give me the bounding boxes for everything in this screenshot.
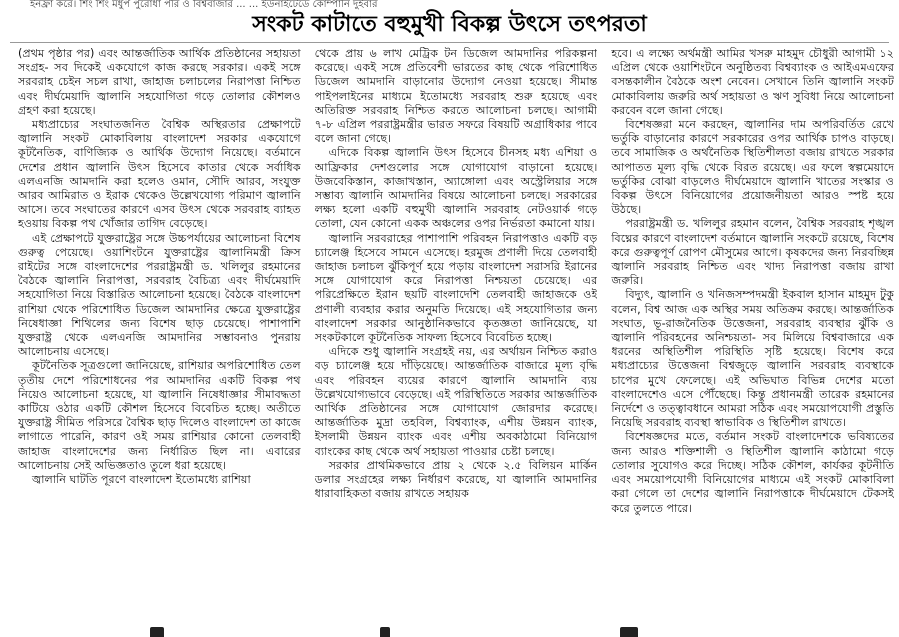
paragraph: এই প্রেক্ষাপটে যুক্তরাষ্ট্রের সঙ্গে উচ্চপর্যায়ের আলোচনা বিশেষ গুরুত্ব পেয়েছে। ওয়াশিংটনে যুক্তরাষ্ট্রের জ্বালানিমন্ত্রী ক্রিস রাইটের সঙ্গে বাংলাদেশের পররাষ্ট্রমন্ত্রী ড. খলিলুর রহমানের বৈঠকে জ্বালানি নিরাপত্তা, সরবরাহ বৈচিত্র্য এবং দীর্ঘমেয়াদি সহযোগিতা নিয়ে বিস্তারিত আলোচনা হয়েছে। বৈঠকে বাংলাদেশ রাশিয়া থেকে পরিশোধিত ডিজেল আমদানির ক্ষেত্রে যুক্তরাষ্ট্রের নিষেধাজ্ঞা শিথিলের জন্য বিশেষ ছাড় চেয়েছে। পাশাপাশি যুক্তরাষ্ট্র থেকে এলএনজি আমদানির সম্ভাবনাও পুনরায় আলোচনায় এসেছে।	[18, 231, 301, 359]
cut-glyph	[620, 627, 638, 637]
paragraph: জ্বালানি ঘাটতি পূরণে বাংলাদেশ ইতোমধ্যে রাশিয়া	[32, 473, 251, 487]
cut-glyph	[380, 627, 390, 637]
previous-article-fragment: ইনফ্রা করে। শিং শিং মধুপ পুরোধা পরি ও বিশ্ববাজার ... ... ইউনাইটেডে কোম্পানি দুইবার	[30, 0, 378, 10]
article-column-3	[611, 47, 894, 623]
article-column-1	[18, 47, 301, 623]
paragraph: এদিকে শুধু জ্বালানি সংগ্রহই নয়, এর অর্থায়ন নিশ্চিত করাও বড় চ্যালেঞ্জ হয়ে দাঁড়িয়েছে। আন্তর্জাতিক বাজারে মূল্য বৃদ্ধি এবং পরিবহন ব্যয়ের কারণে জ্বালানি আমদানি ব্যয় উল্লেখযোগ্যভাবে বেড়েছে। এই পরিস্থিতিতে সরকার আন্তর্জাতিক আর্থিক প্রতিষ্ঠানের সঙ্গে যোগাযোগ জোরদার করেছে। আন্তর্জাতিক মুদ্রা তহবিল, বিশ্বব্যাংক, এশীয় উন্নয়ন ব্যাংক, ইসলামী উন্নয়ন ব্যাংক এবং এশীয় অবকাঠামো বিনিয়োগ ব্যাংকের কাছ থেকে অর্থ সহায়তা পাওয়ার চেষ্টা চলছে।	[314, 345, 598, 458]
paragraph: বিদ্যুৎ, জ্বালানি ও খনিজসম্পদমন্ত্রী ইকবাল হাসান মাহমুদ টুকু বলেন, বিশ্ব আজ এক অস্থির সময় অতিক্রম করছে। আন্তর্জাতিক সংঘাত, ভূ-রাজনৈতিক উত্তেজনা, সরবরাহ ব্যবস্থার ঝুঁকি ও জ্বালানি পরিবহনের অনিশ্চয়তা- সব মিলিয়ে বিশ্ববাজারে এক ধরনের অস্থিতিশীল পরিস্থিতি সৃষ্টি হয়েছে। বিশেষ করে মধ্যপ্রাচ্যের উত্তেজনা বিশ্বজুড়ে জ্বালানি সরবরাহ ব্যবস্থাকে চাপের মুখে ফেলেছে। এই অভিঘাত বিভিন্ন দেশের মতো বাংলাদেশেও এসে পৌঁছেছে। কিন্তু প্রধানমন্ত্রী তারেক রহমানের নির্দেশে ও তত্ত্বাবধানে আমরা সঠিক এবং সময়োপযোগী প্রস্তুতি নিয়েছি সরবরাহ ব্যবস্থা স্বাভাবিক ও স্থিতিশীল রাখতে।	[611, 288, 895, 430]
article-headline: সংকট কাটাতে বহুমুখী বিকল্প উৎসে তৎপরতা	[252, 12, 647, 37]
paragraph: পররাষ্ট্রমন্ত্রী ড. খলিলুর রহমান বলেন, বৈশ্বিক সরবরাহ শৃঙ্খল বিঘ্নের কারণে বাংলাদেশ বর্তমানে জ্বালানি সংকটে রয়েছে, বিশেষ করে গুরুত্বপূর্ণ রোপণ মৌসুমের আগে। কৃষকদের জন্য নিরবচ্ছিন্ন জ্বালানি সরবরাহ নিশ্চিত এবং খাদ্য নিরাপত্তা বজায় রাখা জরুরি।	[611, 217, 895, 288]
paragraph: বিশেষজ্ঞরা মনে করছেন, জ্বালানির দাম অপরিবর্তিত রেখে ভর্তুকি বাড়ানোর কারণে সরকারের ওপর আর্থিক চাপও বাড়ছে। তবে সামাজিক ও অর্থনৈতিক স্থিতিশীলতা বজায় রাখতে সরকার আপাতত মূল্য বৃদ্ধি থেকে বিরত রয়েছে। এর ফলে স্বল্পমেয়াদে ভর্তুকির বোঝা বাড়লেও দীর্ঘমেয়াদে জ্বালানি খাতের সংস্কার ও বিকল্প উৎসে বিনিয়োগের প্রয়োজনীয়তা আরও স্পষ্ট হয়ে উঠছে।	[611, 118, 895, 217]
paragraph: বিশেষজ্ঞদের মতে, বর্তমান সংকট বাংলাদেশকে ভবিষ্যতের জন্য আরও শক্তিশালী ও স্থিতিশীল জ্বালানি কাঠামো গড়ে তোলার সুযোগও করে দিচ্ছে। সঠিক কৌশল, কার্যকর কূটনীতি এবং সময়োপযোগী বিনিয়োগের মাধ্যমে এই সংকট মোকাবিলা করা গেলে তা দেশের জ্বালানি নিরাপত্তাকে দীর্ঘমেয়াদে টেকসই করে তুলতে পারে।	[611, 430, 895, 515]
paragraph: এদিকে বিকল্প জ্বালানি উৎস হিসেবে চীনসহ মধ্য এশিয়া ও আফ্রিকার দেশগুলোর সঙ্গে যোগাযোগ বাড়ানো হয়েছে। উজবেকিস্তান, কাজাখস্তান, অ্যাঙ্গোলা এবং অস্ট্রেলিয়ার সঙ্গে সম্ভাব্য জ্বালানি আমদানির বিষয়ে আলোচনা চলছে। সরকারের লক্ষ্য হলো একটি বহুমুখী জ্বালানি সরবরাহ নেটওয়ার্ক গড়ে তোলা, যেন কোনো একক অঞ্চলের ওপর নির্ভরতা কমানো যায়।	[314, 146, 598, 231]
article-body	[18, 47, 894, 623]
paragraph: মধ্যপ্রাচ্যের সংঘাতজনিত বৈশ্বিক অস্থিরতার প্রেক্ষাপটে জ্বালানি সংকট মোকাবিলায় বাংলাদেশ সরকার একযোগে কূটনৈতিক, বাণিজ্যিক ও আর্থিক উদ্যোগ নিয়েছে। বর্তমানে দেশের প্রধান জ্বালানি উৎস হিসেবে কাতার থেকে সর্বাধিক এলএনজি আমদানি করা হলেও ওমান, সৌদি আরব, সংযুক্ত আরব আমিরাত ও ইরাক থেকেও উল্লেখযোগ্য পরিমাণ জ্বালানি আসে। তবে সংঘাতের কারণে এসব উৎস থেকে সরবরাহ ব্যাহত হওয়ায় বিকল্প পথ খোঁজার তাগিদ বেড়েছে।	[18, 118, 301, 231]
paragraph: সরকার প্রাথমিকভাবে প্রায় ২ থেকে ২.৫ বিলিয়ন মার্কিন ডলার সংগ্রহের লক্ষ্য নির্ধারণ করেছে, যা জ্বালানি আমদানির ধারাবাহিকতা বজায় রাখতে সহায়ক	[314, 458, 598, 501]
paragraph: হবে। এ লক্ষ্যে অর্থমন্ত্রী আমির খসরু মাহমুদ চৌধুরী আগামী ১২ এপ্রিল থেকে ওয়াশিংটনে অনুষ্ঠিতব্য বিশ্বব্যাংক ও আইএমএফের বসন্তকালীন বৈঠকে অংশ নেবেন। সেখানে তিনি জ্বালানি সংকট মোকাবিলায় জরুরি অর্থ সহায়তা ও ঋণ সুবিধা নিয়ে আলোচনা করবেন বলে জানা গেছে।	[611, 47, 895, 117]
paragraph: (প্রথম পৃষ্ঠার পর) এবং আন্তর্জাতিক আর্থিক প্রতিষ্ঠানের সহায়তা সংগ্রহ- সব দিকেই একযোগে কাজ করছে সরকার। একই সঙ্গে সরবরাহ চেইন সচল রাখা, জাহাজ চলাচলের নিরাপত্তা নিশ্চিত এবং দীর্ঘমেয়াদি জ্বালানি সহযোগিতা গড়ে তোলার কৌশলও গ্রহণ করা হয়েছে।	[18, 47, 301, 117]
cut-glyph	[150, 627, 164, 637]
paragraph: জ্বালানি সরবরাহের পাশাপাশি পরিবহন নিরাপত্তাও একটি বড় চ্যালেঞ্জ হিসেবে সামনে এসেছে। হরমুজ প্রণালী দিয়ে তেলবাহী জাহাজ চলাচল ঝুঁকিপূর্ণ হয়ে পড়ায় বাংলাদেশ সরাসরি ইরানের সঙ্গে যোগাযোগ করে নিরাপত্তা নিশ্চয়তা চেয়েছে। এর পরিপ্রেক্ষিতে ইরান ছয়টি বাংলাদেশি তেলবাহী জাহাজকে ওই প্রণালী ব্যবহার করার অনুমতি দিয়েছে। এই সহযোগিতার জন্য বাংলাদেশ সরকার আনুষ্ঠানিকভাবে কৃতজ্ঞতা জানিয়েছে, যা সংকটকালে কূটনৈতিক সাফল্য হিসেবে বিবেচিত হচ্ছে।	[314, 231, 598, 345]
paragraph: কূটনৈতিক সূত্রগুলো জানিয়েছে, রাশিয়ার অপরিশোধিত তেল তৃতীয় দেশে পরিশোধনের পর আমদানির একটি বিকল্প পথ নিয়েও আলোচনা হয়েছে, যা জ্বালানি নিষেধাজ্ঞার সীমাবদ্ধতা কাটিয়ে ওঠার একটি কৌশল হিসেবে বিবেচিত হচ্ছে। অতীতে যুক্তরাষ্ট্র সীমিত পরিসরে বৈশ্বিক ছাড় দিলেও বাংলাদেশ তা কাজে লাগাতে পারেনি, কারণ ওই সময় রাশিয়ার কোনো তেলবাহী জাহাজ বাংলাদেশের জন্য নির্ধারিত ছিল না। এবারের আলোচনায় সেই অভিজ্ঞতাও তুলে ধরা হয়েছে।	[18, 359, 301, 472]
next-article-fragment	[0, 625, 899, 637]
headline-divider	[10, 42, 889, 43]
article-column-2	[315, 47, 598, 623]
paragraph: থেকে প্রায় ৬ লাখ মেট্রিক টন ডিজেল আমদানির পরিকল্পনা করেছে। একই সঙ্গে প্রতিবেশী ভারতের কাছ থেকে পরিশোধিত ডিজেল আমদানি বাড়ানোর উদ্যোগ নেওয়া হয়েছে। সীমান্ত পাইপলাইনের মাধ্যমে ইতোমধ্যে সরবরাহ শুরু হয়েছে এবং অতিরিক্ত সরবরাহ নিশ্চিত করতে আলোচনা চলছে। আগামী ৭-৮ এপ্রিল পররাষ্ট্রমন্ত্রীর ভারত সফরে বিষয়টি অগ্রাধিকার পাবে বলে জানা গেছে।	[314, 47, 598, 146]
